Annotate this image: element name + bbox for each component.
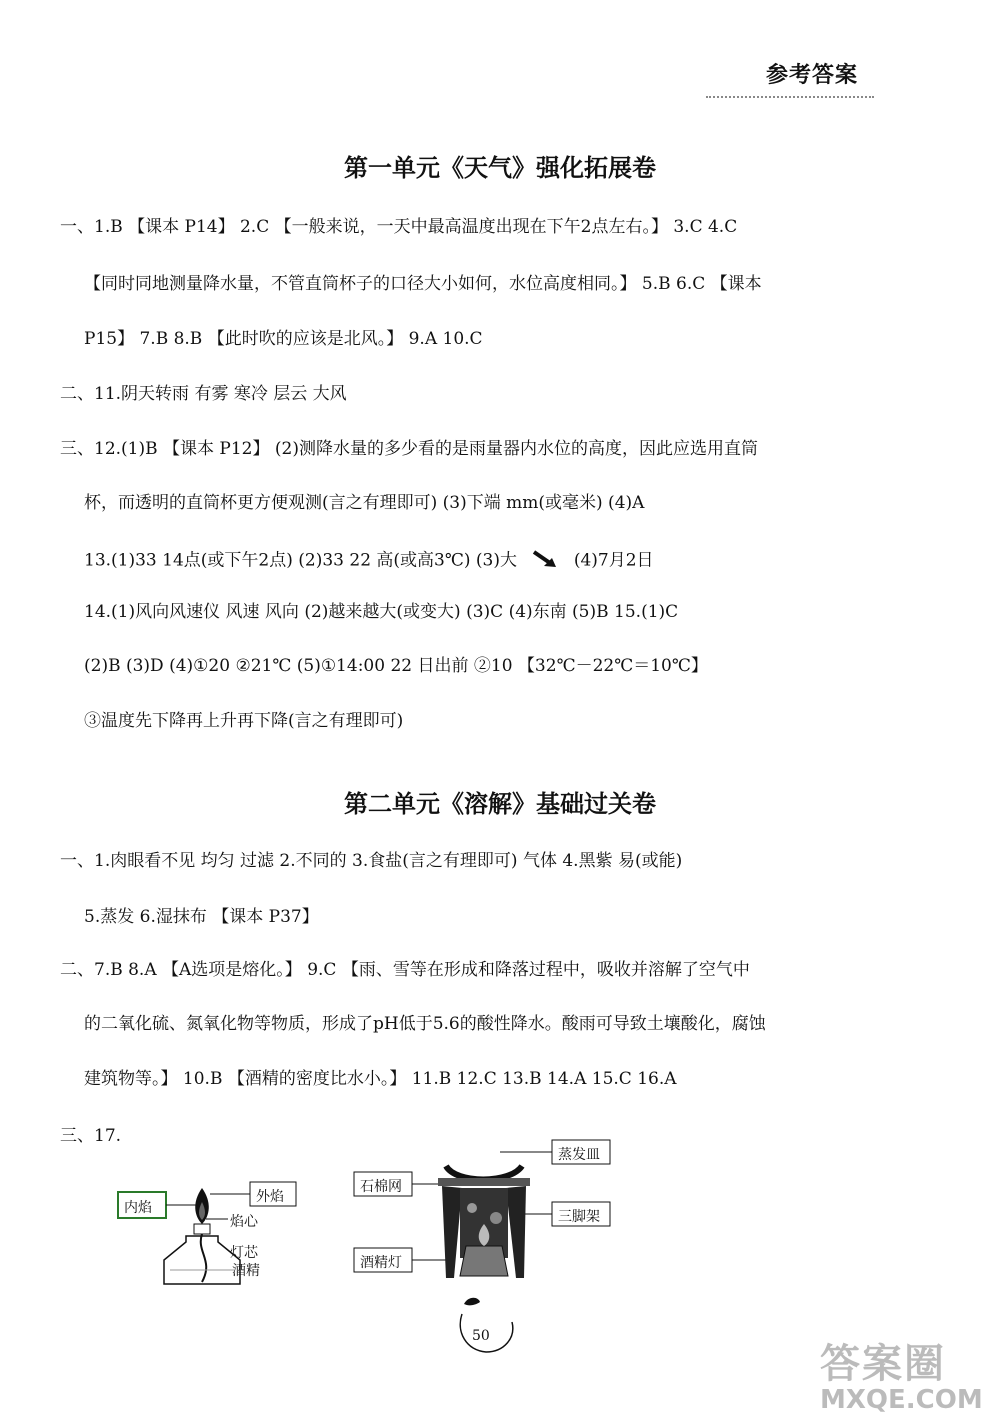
lamp-label-alcohol: 酒精 — [232, 1263, 260, 1279]
s2-line-4: 的二氧化硫、氮氧化物等物质，形成了pH低于5.6的酸性降水。酸雨可导致土壤酸化，腐蚀 — [84, 1014, 766, 1034]
lamp-label-outer-flame: 外焰 — [256, 1189, 284, 1205]
s2-line-6: 三、17. — [60, 1126, 122, 1146]
lamp-label-flame-core: 焰心 — [230, 1214, 258, 1230]
apparatus-label-tripod: 三脚架 — [558, 1209, 600, 1225]
s2-line-1: 一、1.肉眼看不见 均匀 过滤 2.不同的 3.食盐(言之有理即可) 气体 4.黑紫 易(或能) — [60, 851, 683, 871]
apparatus-label-gauze: 石棉网 — [360, 1179, 402, 1195]
s1-line-5: 三、12.(1)B 【课本 P12】 (2)测降水量的多少看的是雨量器内水位的高度，因此应选用直筒 — [60, 439, 758, 459]
watermark-logo-text: 答案圈 — [820, 1341, 946, 1387]
watermark — [820, 1332, 983, 1415]
s2-line-2: 5.蒸发 6.湿抹布 【课本 P37】 — [84, 907, 319, 927]
s1-line-9: (2)B (3)D (4)①20 ②21℃ (5)①14:00 22 日出前 ②10 【32℃－22℃＝10℃】 — [84, 656, 708, 676]
header-rule — [706, 96, 874, 98]
evaporation-apparatus-figure — [350, 1138, 620, 1292]
s1-line-7-tail: (4)7月2日 — [573, 550, 654, 571]
s2-line-3: 二、7.B 8.A 【A选项是熔化。】 9.C 【雨、雪等在形成和降落过程中，吸收并溶解了空气中 — [60, 960, 750, 980]
s2-line-5: 建筑物等。】 10.B 【酒精的密度比水小。】 11.B 12.C 13.B 14.A 15.C 16.A — [84, 1069, 677, 1089]
alcohol-lamp-figure — [110, 1168, 310, 1297]
s1-line-6: 杯，而透明的直筒杯更方便观测(言之有理即可) (3)下端 mm(或毫米) (4)A — [84, 493, 645, 513]
s1-line-7 — [84, 550, 654, 572]
s1-line-8: 14.(1)风向风速仪 风速 风向 (2)越来越大(或变大) (3)C (4)东南 (5)B 15.(1)C — [84, 602, 679, 622]
s1-line-7-text: 13.(1)33 14点(或下午2点) (2)33 22 高(或高3℃) (3)大 — [84, 550, 518, 571]
page-number: 50 — [472, 1328, 490, 1344]
s1-line-10: ③温度先下降再上升再下降(言之有理即可) — [84, 711, 404, 731]
s1-line-2: 【同时同地测量降水量，不管直筒杯子的口径大小如何，水位高度相同。】 5.B 6.C 【课本 — [84, 274, 762, 294]
s1-line-1: 一、1.B 【课本 P14】 2.C 【一般来说，一天中最高温度出现在下午2点左右。】 3.C 4.C — [60, 217, 738, 237]
s1-line-3: P15】 7.B 8.B 【此时吹的应该是北风。】 9.A 10.C — [84, 329, 483, 349]
s1-line-4: 二、11.阴天转雨 有雾 寒冷 层云 大风 — [60, 384, 347, 404]
section-1-title: 第一单元《天气》强化拓展卷 — [344, 153, 656, 182]
arrow-down-right-icon — [532, 550, 558, 572]
header-title: 参考答案 — [766, 62, 859, 88]
watermark-url: MXQE.COM — [820, 1385, 983, 1415]
lamp-label-wick: 灯芯 — [230, 1245, 258, 1261]
apparatus-label-lamp: 酒精灯 — [360, 1255, 402, 1271]
page-number-ornament — [452, 1292, 522, 1362]
lamp-label-inner-flame: 内焰 — [124, 1200, 152, 1216]
apparatus-label-dish: 蒸发皿 — [558, 1147, 600, 1163]
section-2-title: 第二单元《溶解》基础过关卷 — [344, 789, 656, 818]
